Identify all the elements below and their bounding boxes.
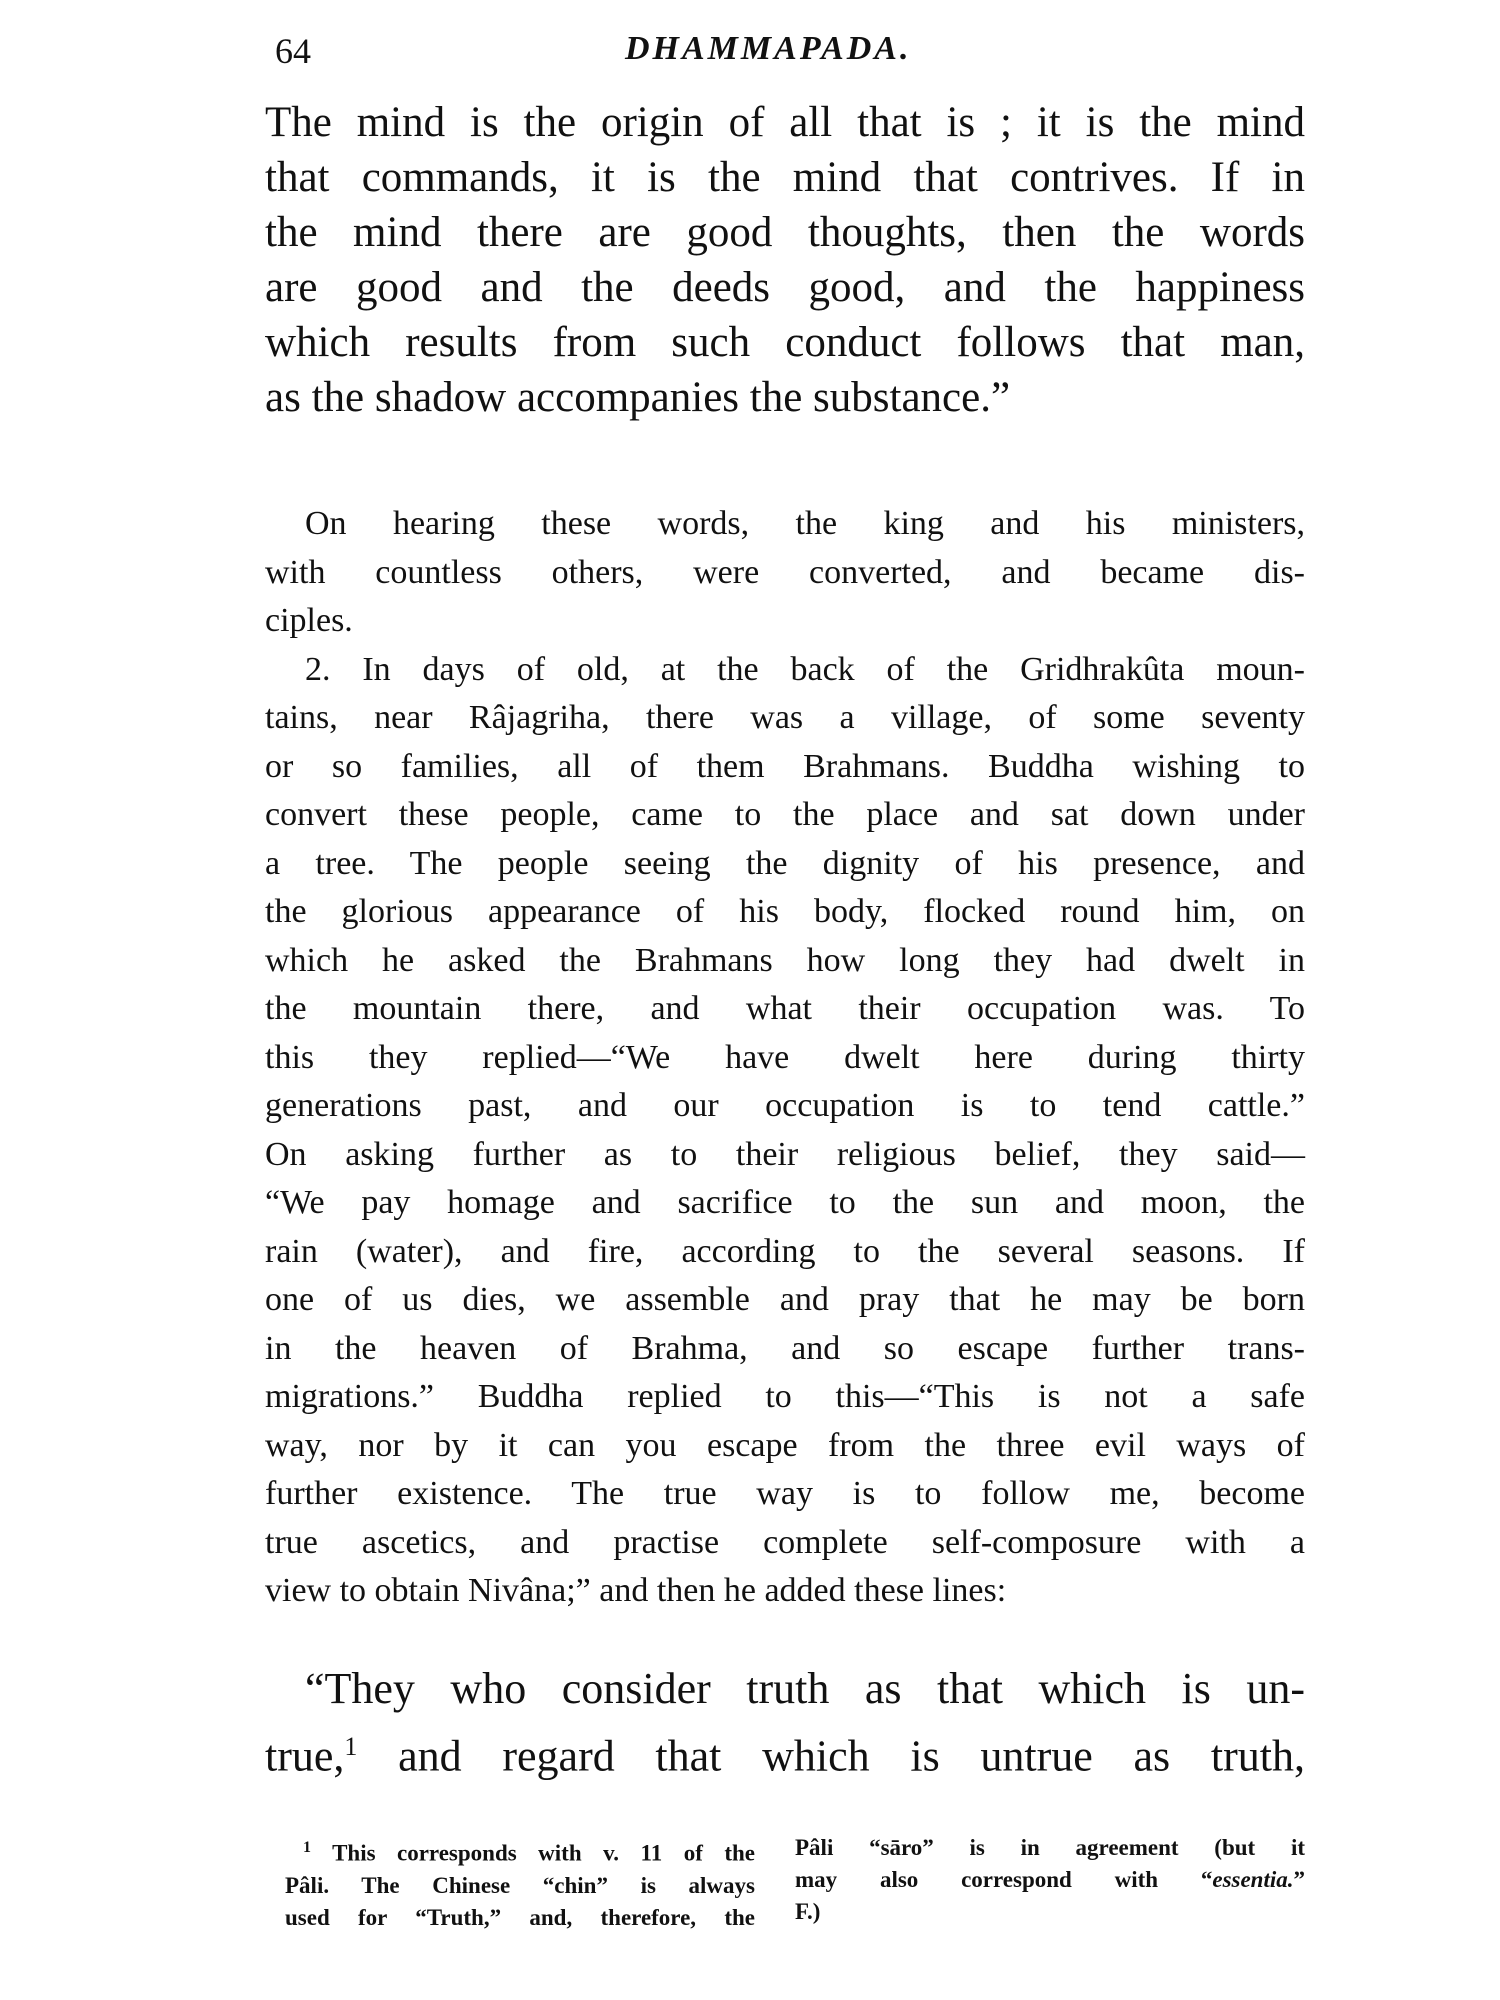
footnote-line: used for “Truth,” and, therefore, the [285, 1904, 755, 1930]
verse-line: as the shadow accompanies the substance.” [265, 374, 1011, 421]
running-title: DHAMMAPADA. [625, 30, 912, 67]
text-line: the glorious appearance of his body, flocked round him, on [265, 893, 1305, 930]
footnote-line: Pâli. The Chinese “chin” is always [285, 1872, 755, 1898]
text-line: convert these people, came to the place and sat down under [265, 796, 1305, 833]
verse-block-bottom [265, 1660, 1305, 1786]
text-line: generations past, and our occupation is to tend cattle.” [265, 1087, 1305, 1124]
verse-block-top [265, 95, 1305, 425]
text-line: way, nor by it can you escape from the three evil ways of [265, 1426, 1305, 1464]
footnote-reference: 1 [344, 1732, 358, 1761]
verse-line [265, 1718, 1305, 1786]
text-line: On hearing these words, the king and his ministers, [305, 505, 1305, 542]
footnote-line: F.) [795, 1899, 821, 1924]
text-line: with countless others, were converted, and became dis- [265, 553, 1305, 591]
book-page [265, 20, 1305, 1980]
text-line: in the heaven of Brahma, and so escape further trans- [265, 1329, 1305, 1367]
running-head [265, 30, 1305, 80]
paragraph-conversion [265, 500, 1305, 646]
footnote-line [285, 1832, 755, 1870]
footnote-column-right [795, 1832, 1305, 1928]
text-line: which he asked the Brahmans how long they had dwelt in [265, 941, 1305, 979]
footnote-text: ” [1293, 1867, 1305, 1892]
footnote-column-left [285, 1832, 755, 1934]
footnote-italic: essentia. [1212, 1867, 1294, 1892]
text-line: one of us dies, we assemble and pray that he may be born [265, 1281, 1305, 1318]
text-line: a tree. The people seeing the dignity of his presence, and [265, 844, 1305, 882]
text-line: or so families, all of them Brahmans. Buddha wishing to [265, 747, 1305, 785]
text-line: rain (water), and fire, according to the several seasons. If [265, 1232, 1305, 1270]
footnote-marker: 1 [303, 1839, 311, 1856]
footnotes [285, 1832, 1305, 1952]
verse-text: and regard that which is untrue as truth, [357, 1731, 1305, 1781]
prose-body [265, 500, 1305, 1616]
verse-line: “They who consider truth as that which is un- [305, 1664, 1305, 1713]
text-line: the mountain there, and what their occupation was. To [265, 990, 1305, 1027]
paragraph-story-2 [265, 646, 1305, 1616]
text-line: tains, near Râjagriha, there was a village, of some seventy [265, 699, 1305, 736]
text-line: further existence. The true way is to follow me, become [265, 1475, 1305, 1512]
text-line: migrations.” Buddha replied to this—“This is not a safe [265, 1378, 1305, 1415]
footnote-line: Pâli “sāro” is in agreement (but it [795, 1835, 1305, 1860]
verse-line: the mind there are good thoughts, then the words [265, 209, 1305, 256]
verse-line: are good and the deeds good, and the happiness [265, 264, 1305, 311]
verse-line: which results from such conduct follows that man, [265, 319, 1305, 366]
footnote-line [795, 1864, 1305, 1896]
verse-line: that commands, it is the mind that contrives. If in [265, 154, 1305, 201]
page-number: 64 [275, 31, 311, 71]
text-line: ciples. [265, 602, 353, 639]
footnote-text: This corresponds with v. 11 of the [332, 1840, 755, 1866]
footnote-text: may also correspond with “ [795, 1867, 1213, 1892]
text-line: view to obtain Nivâna;” and then he added these lines: [265, 1572, 1007, 1609]
verse-text: true, [265, 1731, 345, 1781]
text-line: this they replied—“We have dwelt here during thirty [265, 1038, 1305, 1076]
text-line: 2. In days of old, at the back of the Gridhrakûta moun- [305, 650, 1305, 688]
verse-line: The mind is the origin of all that is ; it is the mind [265, 99, 1305, 146]
text-line: On asking further as to their religious belief, they said— [265, 1135, 1305, 1173]
text-line: “We pay homage and sacrifice to the sun and moon, the [265, 1184, 1305, 1221]
text-line: true ascetics, and practise complete self-composure with a [265, 1523, 1305, 1561]
